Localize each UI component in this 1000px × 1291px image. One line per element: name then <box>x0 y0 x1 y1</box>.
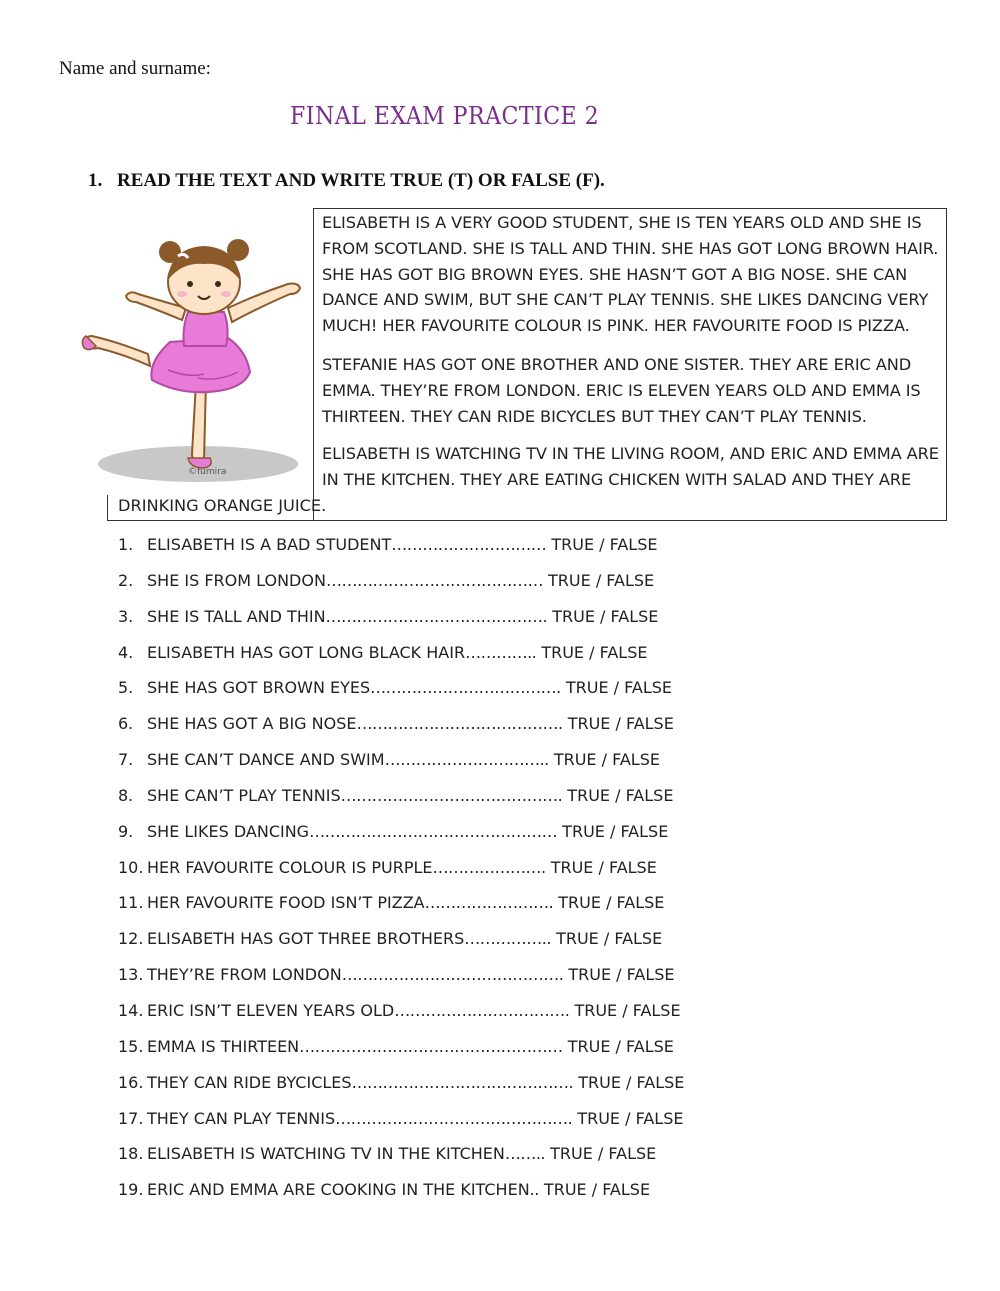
question-text: ELISABETH HAS GOT LONG BLACK HAIR <box>147 642 466 662</box>
question-number: 17. <box>118 1108 144 1128</box>
page-title: FINAL EXAM PRACTICE 2 <box>290 102 600 130</box>
answer-dots: ………………………………………… <box>309 821 558 841</box>
question-text: ELISABETH IS A BAD STUDENT <box>147 535 392 554</box>
answer-dots: ………………………………. <box>370 678 561 698</box>
true-false-option[interactable]: TRUE / FALSE <box>551 535 658 554</box>
left-eye <box>187 281 193 287</box>
exercise-instruction-text: READ THE TEXT AND WRITE TRUE (T) OR FALSE (F). <box>117 170 605 191</box>
question-number: 19. <box>118 1180 144 1200</box>
question-text: SHE LIKES DANCING <box>147 821 310 841</box>
question-number: 6. <box>118 714 134 734</box>
question-number: 14. <box>118 1000 144 1020</box>
true-false-option[interactable]: TRUE / FALSE <box>550 857 657 877</box>
question-number: 5. <box>118 678 134 698</box>
answer-dots: ………………………… <box>391 535 547 554</box>
exercise-instruction <box>88 170 605 192</box>
true-false-option[interactable]: TRUE / FALSE <box>562 821 669 841</box>
answer-dots: ……………………………………. <box>341 965 564 985</box>
ballerina-illustration <box>78 232 308 490</box>
answer-dots: …………….. <box>464 929 551 949</box>
true-false-option[interactable]: TRUE / FALSE <box>548 570 655 590</box>
question-text: THEY CAN PLAY TENNIS <box>147 1108 336 1128</box>
reading-paragraph-3-continuation: DRINKING ORANGE JUICE. <box>118 496 327 515</box>
question-text: SHE CAN’T PLAY TENNIS <box>147 785 341 805</box>
reading-paragraph-3: ELISABETH IS WATCHING TV IN THE LIVING ROOM, AND ERIC AND EMMA ARE IN THE KITCHEN. THEY ARE EATING CHICKEN WITH SALAD AND THEY ARE <box>322 444 939 489</box>
question-text: SHE IS FROM LONDON <box>147 570 326 590</box>
question-text: SHE HAS GOT A BIG NOSE <box>147 714 357 734</box>
question-item <box>118 750 684 786</box>
question-item <box>118 893 684 929</box>
question-item <box>118 1109 684 1145</box>
true-false-questions <box>118 535 684 1216</box>
question-text: SHE CAN’T DANCE AND SWIM <box>147 750 385 770</box>
question-item <box>118 929 684 965</box>
question-text: THEY CAN RIDE BYCICLES <box>147 1072 352 1092</box>
illustration-credit: ©fumira <box>188 467 227 477</box>
true-false-option[interactable]: TRUE / FALSE <box>574 1000 681 1020</box>
question-text: EMMA IS THIRTEEN <box>147 1036 300 1056</box>
answer-dots: …………………………………. <box>356 714 563 734</box>
question-item <box>118 858 684 894</box>
true-false-option[interactable]: TRUE / FALSE <box>558 893 665 913</box>
question-number: 18. <box>118 1144 144 1164</box>
answer-dots: …………………………………………… <box>299 1036 563 1056</box>
question-text: ELISABETH IS WATCHING TV IN THE KITCHEN <box>147 1144 505 1164</box>
answer-dots: ……………………. <box>424 893 554 913</box>
question-number: 1. <box>118 535 134 554</box>
answer-dots: ………….. <box>465 642 537 662</box>
question-item <box>118 822 684 858</box>
answer-dots: ……………………………………. <box>351 1072 574 1092</box>
reading-paragraph-1: ELISABETH IS A VERY GOOD STUDENT, SHE IS TEN YEARS OLD AND SHE IS FROM SCOTLAND. SHE IS TALL AND THIN. SHE HAS GOT LONG BROWN HAIR. SHE HAS GOT BIG BROWN EYES. SHE HASN’T GOT A BIG NOSE. SHE CAN DANCE AND SWIM, BUT SHE CAN’T PLAY TENNIS. SHE LIKES DANCING VERY MUCH! HER FAVOURITE COLOUR IS PINK. HER FAVOURITE FOOD IS PIZZA. <box>322 213 939 336</box>
question-item <box>118 1144 684 1180</box>
question-text: ERIC ISN’T ELEVEN YEARS OLD <box>147 1000 395 1020</box>
question-number: 2. <box>118 570 134 590</box>
answer-dots: ……………………………………. <box>325 606 548 626</box>
question-item <box>118 1073 684 1109</box>
true-false-option[interactable]: TRUE / FALSE <box>565 678 672 698</box>
question-item <box>118 1180 684 1216</box>
question-text: SHE HAS GOT BROWN EYES <box>147 678 371 698</box>
question-number: 15. <box>118 1036 144 1056</box>
question-number: 12. <box>118 929 144 949</box>
bodice <box>184 312 228 346</box>
question-text: SHE IS TALL AND THIN <box>147 606 326 626</box>
question-text: THEY’RE FROM LONDON <box>147 965 342 985</box>
question-item <box>118 643 684 679</box>
true-false-option[interactable]: TRUE / FALSE <box>541 642 648 662</box>
true-false-option[interactable]: TRUE / FALSE <box>556 929 663 949</box>
question-item <box>118 1001 684 1037</box>
answer-dots: …….. <box>504 1144 546 1164</box>
question-item <box>118 965 684 1001</box>
question-number: 9. <box>118 821 134 841</box>
raised-leg <box>86 336 150 366</box>
question-text: ELISABETH HAS GOT THREE BROTHERS <box>147 929 465 949</box>
answer-dots: ………………………….. <box>384 750 549 770</box>
answer-dots: ……………………………. <box>394 1000 570 1020</box>
right-eye <box>215 281 221 287</box>
question-number: 8. <box>118 785 134 805</box>
question-number: 3. <box>118 606 134 626</box>
answer-dots: .. <box>529 1180 539 1200</box>
answer-dots: ……………………………………. <box>340 785 563 805</box>
true-false-option[interactable]: TRUE / FALSE <box>567 714 674 734</box>
question-text: ERIC AND EMMA ARE COOKING IN THE KITCHEN <box>147 1180 530 1200</box>
question-item <box>118 786 684 822</box>
question-number: 11. <box>118 893 144 913</box>
true-false-option[interactable]: TRUE / FALSE <box>550 1144 657 1164</box>
standing-leg <box>192 382 206 462</box>
true-false-option[interactable]: TRUE / FALSE <box>577 1108 684 1128</box>
question-number: 13. <box>118 965 144 985</box>
question-item <box>118 607 684 643</box>
true-false-option[interactable]: TRUE / FALSE <box>553 750 660 770</box>
true-false-option[interactable]: TRUE / FALSE <box>578 1072 685 1092</box>
answer-dots: ………………………………………. <box>335 1108 573 1128</box>
reading-paragraph-2: STEFANIE HAS GOT ONE BROTHER AND ONE SISTER. THEY ARE ERIC AND EMMA. THEY’RE FROM LONDON. ERIC IS ELEVEN YEARS OLD AND EMMA IS THIRTEEN. THEY CAN RIDE BICYCLES BUT THEY CAN’T PLAY TENNIS. <box>322 355 921 426</box>
true-false-option[interactable]: TRUE / FALSE <box>552 606 659 626</box>
true-false-option[interactable]: TRUE / FALSE <box>568 965 675 985</box>
answer-dots: …………………. <box>432 857 546 877</box>
true-false-option[interactable]: TRUE / FALSE <box>567 1036 674 1056</box>
true-false-option[interactable]: TRUE / FALSE <box>567 785 674 805</box>
question-item <box>118 571 684 607</box>
question-number: 10. <box>118 857 144 877</box>
answer-dots: …………………………………… <box>325 570 543 590</box>
question-number: 16. <box>118 1072 144 1092</box>
true-false-option[interactable]: TRUE / FALSE <box>543 1180 651 1200</box>
exercise-number: 1. <box>88 170 103 191</box>
question-text: HER FAVOURITE FOOD ISN’T PIZZA <box>147 893 425 913</box>
question-text: HER FAVOURITE COLOUR IS PURPLE <box>147 857 433 877</box>
question-number: 4. <box>118 642 134 662</box>
question-number: 7. <box>118 750 134 770</box>
question-item <box>118 1037 684 1073</box>
question-item <box>118 535 684 571</box>
question-item <box>118 678 684 714</box>
question-item <box>118 714 684 750</box>
name-and-surname-label: Name and surname: <box>59 58 211 79</box>
